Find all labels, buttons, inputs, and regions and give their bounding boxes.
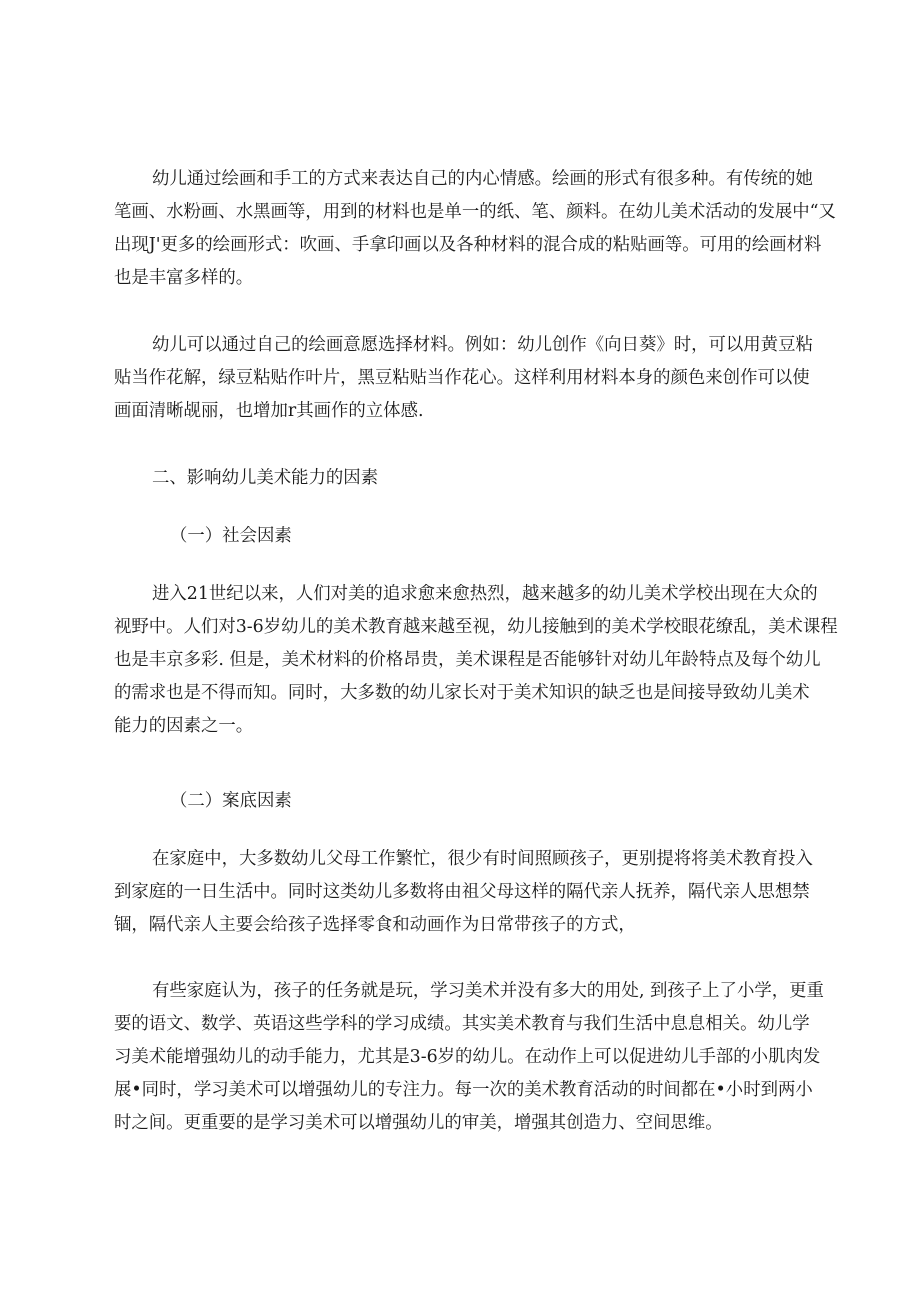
paragraph-material-choice: [114, 329, 813, 428]
text-line: 时之间。更重要的是学习美术可以增强幼儿的审美，增强其创造力、空间思维。: [114, 1113, 723, 1133]
text-line: 也是丰京多彩. 但是，美术材料的价格昂贵，美术课程是否能够针对幼儿年龄特点及每个幼儿: [114, 650, 821, 670]
paragraph-family-factors: [114, 843, 813, 942]
text-line: 锢，隔代亲人主要会给孩子选择零食和动画作为日常带孩子的方式，: [114, 915, 636, 935]
text-line: 笔画、水粉画、水黑画等，用到的材料也是单一的纸、笔、颜料。在幼儿美术活动的发展中“又: [114, 202, 836, 222]
text-line: 能力的因素之一。: [114, 716, 254, 736]
text-line: 到家庭的一日生活中。同时这类幼儿多数将由祖父母这样的隔代亲人抚养，隔代亲人思想禁: [114, 882, 810, 902]
text-line: 展•同时，学习美术可以增强幼儿的专注力。每一次的美术教育活动的时间都在•小时到两小: [114, 1080, 813, 1100]
text-line: 贴当作花解，绿豆粘贴作叶片，黑豆粘贴当作花心。这样利用材料本身的颜色来创作可以使: [114, 368, 810, 388]
text-line: 出现J'更多的绘画形式：吹画、手拿印画以及各种材料的混合成的粘贴画等。可用的绘画材料: [114, 235, 822, 255]
text-line: 的需求也是不得而知。同时，大多数的幼儿家长对于美术知识的缺乏也是间接导致幼儿美术: [114, 683, 810, 703]
text-line: 在家庭中，大多数幼儿父母工作繁忙，很少有时间照顾孩子，更别提将将美术教育投入: [152, 849, 813, 869]
text-line: 习美术能增强幼儿的动手能力，尤其是3-6岁的幼儿。在动作上可以促进幼儿手部的小肌肉发: [114, 1047, 821, 1067]
paragraph-drawing-forms: [114, 163, 836, 295]
section-heading: 二、影响幼儿美术能力的因素: [152, 468, 379, 488]
text-line: 要的语文、数学、英语这些学科的学习成绩。其实美术教育与我们生活中息息相关。幼儿学: [114, 1014, 810, 1034]
text-line: 幼儿通过绘画和手工的方式来表达自己的内心情感。绘画的形式有很多种。有传统的她: [152, 169, 813, 189]
subsection-heading-family: （二）案底因素: [170, 791, 292, 811]
text-line: 有些家庭认为，孩子的任务就是玩，学习美术并没有多大的用处, 到孩子上了小学，更重: [152, 981, 824, 1001]
text-line: 也是丰富多样的。: [114, 268, 254, 288]
text-line: 进入21世纪以来，人们对美的追求愈来愈热烈，越来越多的幼儿美术学校出现在大众的: [152, 584, 818, 604]
text-line: 视野中。人们对3-6岁幼儿的美术教育越来越至视，幼儿接触到的美术学校眼花缭乱，美术课程: [114, 617, 838, 637]
paragraph-art-benefits: [114, 975, 824, 1140]
text-line: 幼儿可以通过自己的绘画意愿选择材料。例如：幼儿创作《向日葵》时，可以用黄豆粘: [152, 335, 813, 355]
paragraph-social-factors: [114, 578, 838, 743]
text-line: 画面清晰觇丽，也增加r其画作的立体感.: [114, 401, 424, 421]
subsection-heading-social: （一）社会因素: [170, 526, 292, 546]
